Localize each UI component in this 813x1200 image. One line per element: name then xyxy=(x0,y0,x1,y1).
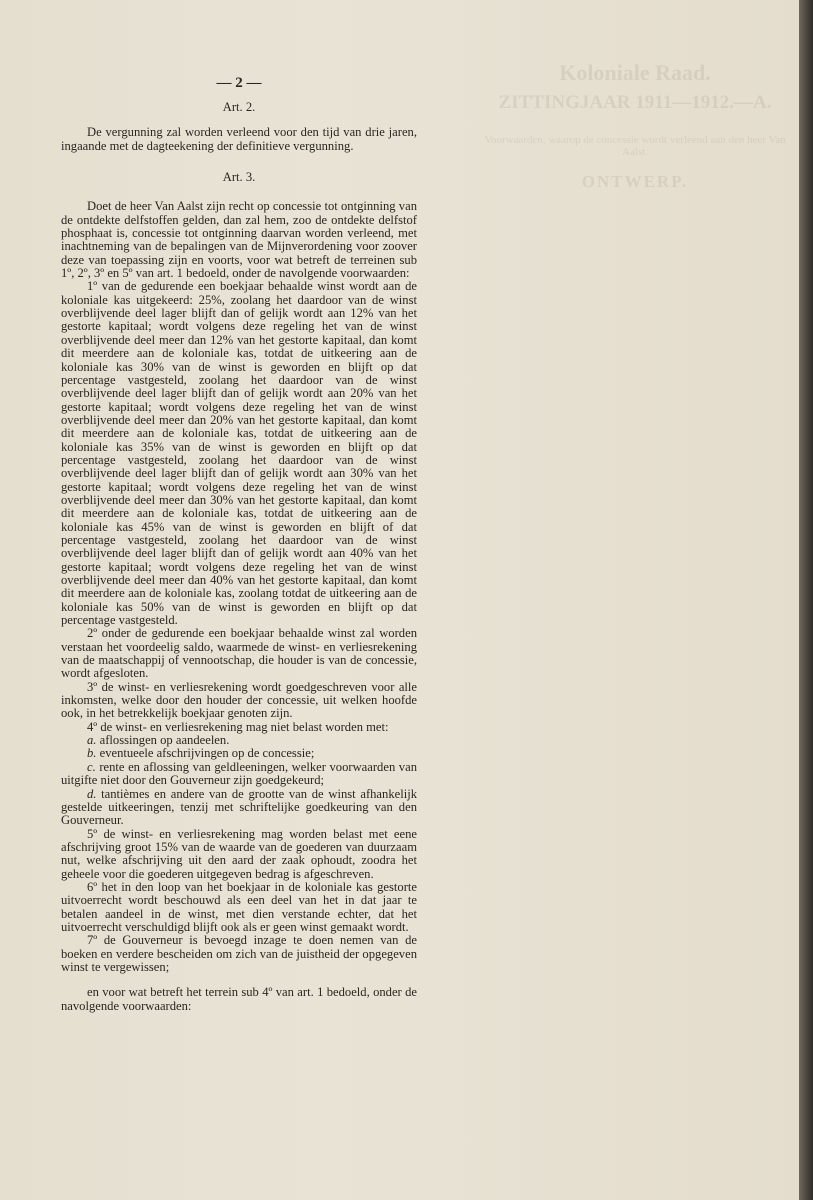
bleed-line-1: Koloniale Raad. xyxy=(559,60,711,85)
condition-6: 6º het in den loop van het boekjaar in de koloniale kas gestorte uitvoerrecht wordt beschouwd als een deel van het in dat jaar te betalen aandeel in de winst, met dien verstande echter, dat het uitvoerrecht verschuldigd blijft ook als er geen winst gemaakt wordt. xyxy=(61,879,417,934)
text-column xyxy=(61,74,417,1013)
item-letter: b. xyxy=(87,746,97,761)
condition-4-item-b xyxy=(61,747,417,760)
condition-1: 1º van de gedurende een boekjaar behaalde winst wordt aan de koloniale kas uitgekeerd: 25%, zoolang het daardoor van de winst overblijvende deel lager blijft dan of gelijk wordt aan 12% van het gestorte kapitaal; wordt volgens deze regeling het van de winst overblijvende deel meer dan 12% van het gestorte kapitaal, dan komt dit meerdere aan de koloniale kas, totdat de uitkeering aan de koloniale kas 30% van de winst is geworden en blijft op dat percentage vastgesteld, zoolang het daardoor van de winst overblijvende deel lager blijft dan of gelijk wordt aan 20% van het gestorte kapitaal; wordt volgens deze regeling het van de winst overblijvende deel meer dan 20% van het gestorte kapitaal, dan komt dit meerdere aan de koloniale kas, totdat de uitkeering aan de koloniale kas 35% van de winst is geworden en blijft op dat percentage vastgesteld, zoolang het daardoor van de winst overblijvende deel lager blijft dan of gelijk wordt aan 30% van het gestorte kapitaal; wordt volgens deze regeling het van de winst overblijvende deel meer dan 30% van het gestorte kapitaal, dan komt dit meerdere aan de koloniale kas, totdat de uitkeering aan de koloniale kas 45% van de winst is geworden en blijft of dat percentage vastgesteld, zoolang het daardoor van de winst overblijvende deel lager blijft dan of gelijk wordt aan 40% van het gestorte kapitaal; wordt volgens deze regeling het van de winst overblijvende deel meer dan 40% van het gestorte kapitaal, dan komt dit meerdere aan de koloniale kas, zoolang totdat de uitkeering aan de koloniale kas 50% van de winst is geworden en blijft op dat percentage vastgesteld. xyxy=(61,279,417,628)
condition-4-item-a xyxy=(61,734,417,747)
item-letter: d. xyxy=(87,786,97,801)
bleed-line-4: ONTWERP. xyxy=(581,172,689,191)
condition-4-item-c xyxy=(61,761,417,788)
condition-5: 5º de winst- en verliesrekening mag worden belast met eene afschrijving groot 15% van de waarde van de goederen van duurzaam nut, welke afschrijving uit den aard der zaak ophoudt, zoodra het geheele voor die goederen uitgegeven bedrag is afgeschreven. xyxy=(61,826,417,881)
bleed-line-2: ZITTINGJAAR 1911—1912.—A. xyxy=(498,92,772,113)
article-3-heading: Art. 3. xyxy=(222,170,256,185)
article-2-text: De vergunning zal worden verleend voor den tijd van drie jaren, ingaande met de dagteekening der definitieve vergunning. xyxy=(61,125,417,153)
item-letter: c. xyxy=(87,759,96,774)
item-text: tantièmes en andere van de grootte van de winst afhankelijk gestelde uitkeeringen, tenzij met schriftelijke goedkeuring van den Gouverneur. xyxy=(61,786,417,828)
condition-2: 2º onder de gedurende een boekjaar behaalde winst zal worden verstaan het voordeelig saldo, waarmede de winst- en verliesrekening van de maatschappij of vennootschap, die houder is van de concessie, wordt afgesloten. xyxy=(61,626,417,681)
bleed-line-3: Voorwaarden, waarop de concessie wordt verleend aan den heer Van Aalst. xyxy=(484,134,786,158)
condition-4: 4º de winst- en verliesrekening mag niet belast worden met: xyxy=(87,719,389,734)
condition-4-item-d xyxy=(61,788,417,828)
article-2-heading: Art. 2. xyxy=(222,100,256,114)
page-number: — 2 — xyxy=(216,75,262,91)
condition-7: 7º de Gouverneur is bevoegd inzage te doen nemen van de boeken en verdere bescheiden om zich van de juistheid der opgegeven winst te vergewissen; xyxy=(61,933,417,974)
item-text: rente en aflossing van geldleeningen, welker voorwaarden van uitgifte niet door den Gouverneur zijn goedgekeurd; xyxy=(61,759,417,788)
article-3-intro: Doet de heer Van Aalst zijn recht op concessie tot ontginning van de ontdekte delfstoffen gelden, dan zal hem, zoo de ontdekte delfstof phosphaat is, concessie tot ontginning daarvan worden verleend, met inachtneming van de bepalingen van de Mijnverordening voor zoover deze van toepassing zijn en voorts, voor wat betreft de terreinen sub 1º, 2º, 3º en 5º van art. 1 bedoeld, onder de navolgende voorwaarden: xyxy=(61,199,417,281)
item-letter: a. xyxy=(87,733,97,748)
closing-text: en voor wat betreft het terrein sub 4º van art. 1 bedoeld, onder de navolgende voorwaarden: xyxy=(61,985,417,1013)
page-edge xyxy=(799,0,813,1200)
item-text: aflossingen op aandeelen. xyxy=(99,733,230,748)
bleed-through-text xyxy=(470,60,800,192)
condition-3: 3º de winst- en verliesrekening wordt goedgeschreven voor alle inkomsten, welke door den houder der concessie, uit welken hoofde ook, in het betrekkelijk boekjaar genoten zijn. xyxy=(61,679,417,721)
item-text: eventueele afschrijvingen op de concessie; xyxy=(99,746,315,761)
